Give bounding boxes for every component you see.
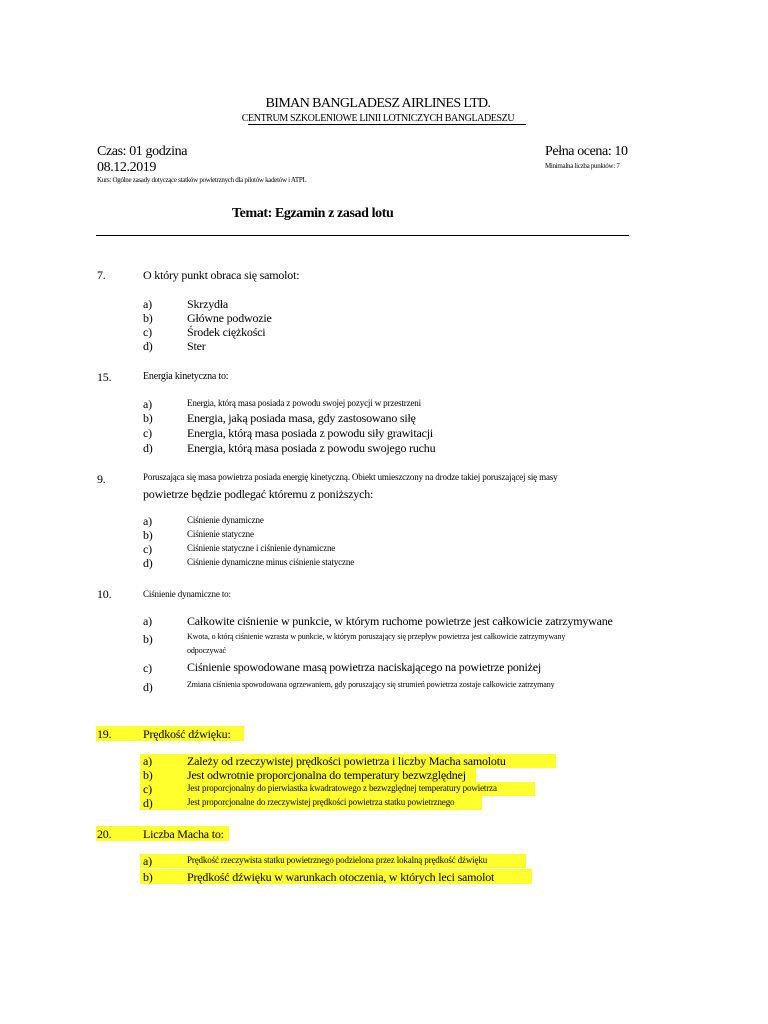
option-text: Prędkość dźwięku w warunkach otoczenia, w których leci samolot	[187, 870, 495, 884]
question-number: 19.	[97, 727, 112, 741]
organization-title: BIMAN BANGLADESZ AIRLINES LTD.	[265, 96, 491, 111]
option-text: Kwota, o którą ciśnienie wzrasta w punkcie, w którym poruszający się przepływ powietrza jest całkowicie zatrzymywany	[187, 632, 566, 641]
option-letter: c)	[143, 661, 152, 675]
option-letter: a)	[143, 854, 152, 868]
option-text: Ciśnienie spowodowane masą powietrza naciskającego na powietrze poniżej	[187, 660, 541, 674]
text-tail: powietrza	[460, 783, 497, 793]
option-letter: a)	[143, 754, 152, 768]
option-letter: b)	[143, 870, 153, 884]
option-letter: b)	[143, 311, 153, 325]
question-text: Liczba Macha to:	[143, 827, 224, 841]
option-text: Energia, którą masa posiada z powodu swojego ruchu	[187, 441, 436, 455]
title-underline	[248, 124, 526, 125]
option-text: Ciśnienie statyczne	[187, 529, 254, 539]
option-text: Środek ciężkości	[187, 325, 266, 339]
option-text: Energia, jaką posiada masa, gdy zastosowano siłę	[187, 411, 416, 425]
option-text: Jest odwrotnie proporcjonalna do temperatury bezwzględnej	[187, 768, 466, 782]
option-text	[187, 783, 497, 793]
option-text: Ciśnienie statyczne i ciśnienie dynamiczne	[187, 543, 336, 553]
option-text: Zmiana ciśnienia spowodowana ogrzewaniem, gdy poruszający się strumień powietrza zostaje całkowicie zatrzymany	[187, 680, 555, 689]
question-text: Ciśnienie dynamiczne to:	[143, 589, 231, 599]
option-letter: a)	[143, 514, 152, 528]
option-letter: c)	[143, 782, 152, 796]
exam-date: 08.12.2019	[97, 160, 157, 175]
option-letter: b)	[143, 632, 153, 646]
option-text: Skrzydła	[187, 297, 229, 311]
option-letter: d)	[143, 680, 153, 694]
option-letter: b)	[143, 528, 153, 542]
option-letter: c)	[143, 325, 152, 339]
question-text: Prędkość dźwięku:	[143, 727, 231, 741]
option-text: Ciśnienie dynamiczne	[187, 515, 264, 525]
course-name: Kurs: Ogólne zasady dotyczące statków powietrznych dla pilotów kadetów i ATPL	[97, 176, 307, 184]
option-text: Całkowite ciśnienie w punkcie, w którym ruchome powietrze jest całkowicie zatrzymywane	[187, 614, 613, 628]
exam-duration: Czas: 01 godzina	[97, 144, 188, 159]
question-number: 9.	[97, 472, 106, 486]
option-letter: d)	[143, 441, 153, 455]
question-text: Energia kinetyczna to:	[143, 371, 229, 382]
highlighted-text: Jest proporcjonalny do pierwiastka kwadratowego z bezwzględnej temperatury	[187, 783, 461, 793]
question-number: 10.	[97, 587, 112, 601]
question-text: O który punkt obraca się samolot:	[143, 268, 300, 282]
option-letter: b)	[143, 411, 153, 425]
option-letter: b)	[143, 768, 153, 782]
header-divider	[96, 235, 629, 236]
question-text: powietrze będzie podlegać któremu z poniższych:	[143, 487, 374, 501]
minimum-points: Minimalna liczba punktów: 7	[545, 162, 620, 170]
option-text: Główne podwozie	[187, 311, 272, 325]
question-number: 20.	[97, 827, 112, 841]
option-text: Energia, którą masa posiada z powodu siły grawitacji	[187, 426, 433, 440]
option-text: Jest proporcjonalne do rzeczywistej prędkości powietrza statku powietrznego	[187, 797, 455, 807]
option-text: Ster	[187, 339, 206, 353]
option-text-continued: odpoczywać	[187, 646, 226, 655]
question-number: 15.	[97, 370, 112, 384]
option-text: Energia, którą masa posiada z powodu swojej pozycji w przestrzeni	[187, 398, 422, 408]
question-number: 7.	[97, 268, 106, 282]
option-letter: a)	[143, 397, 152, 411]
option-letter: c)	[143, 542, 152, 556]
option-letter: d)	[143, 556, 153, 570]
option-text: Ciśnienie dynamiczne minus ciśnienie statyczne	[187, 557, 355, 567]
option-letter: d)	[143, 339, 153, 353]
full-score: Pełna ocena: 10	[545, 144, 628, 159]
exam-topic: Temat: Egzamin z zasad lotu	[232, 206, 394, 221]
option-text: Prędkość rzeczywista statku powietrznego podzielona przez lokalną prędkość dźwięku	[187, 855, 488, 865]
option-letter: a)	[143, 297, 152, 311]
question-text: Poruszająca się masa powietrza posiada energię kinetyczną. Obiekt umieszczony na drodze takiej poruszającej się masy	[143, 472, 558, 482]
option-letter: a)	[143, 614, 152, 628]
training-center-title: CENTRUM SZKOLENIOWE LINII LOTNICZYCH BANGLADESZU	[241, 113, 515, 124]
option-letter: d)	[143, 796, 153, 810]
option-letter: c)	[143, 426, 152, 440]
option-text: Zależy od rzeczywistej prędkości powietrza i liczby Macha samolotu	[187, 754, 506, 768]
